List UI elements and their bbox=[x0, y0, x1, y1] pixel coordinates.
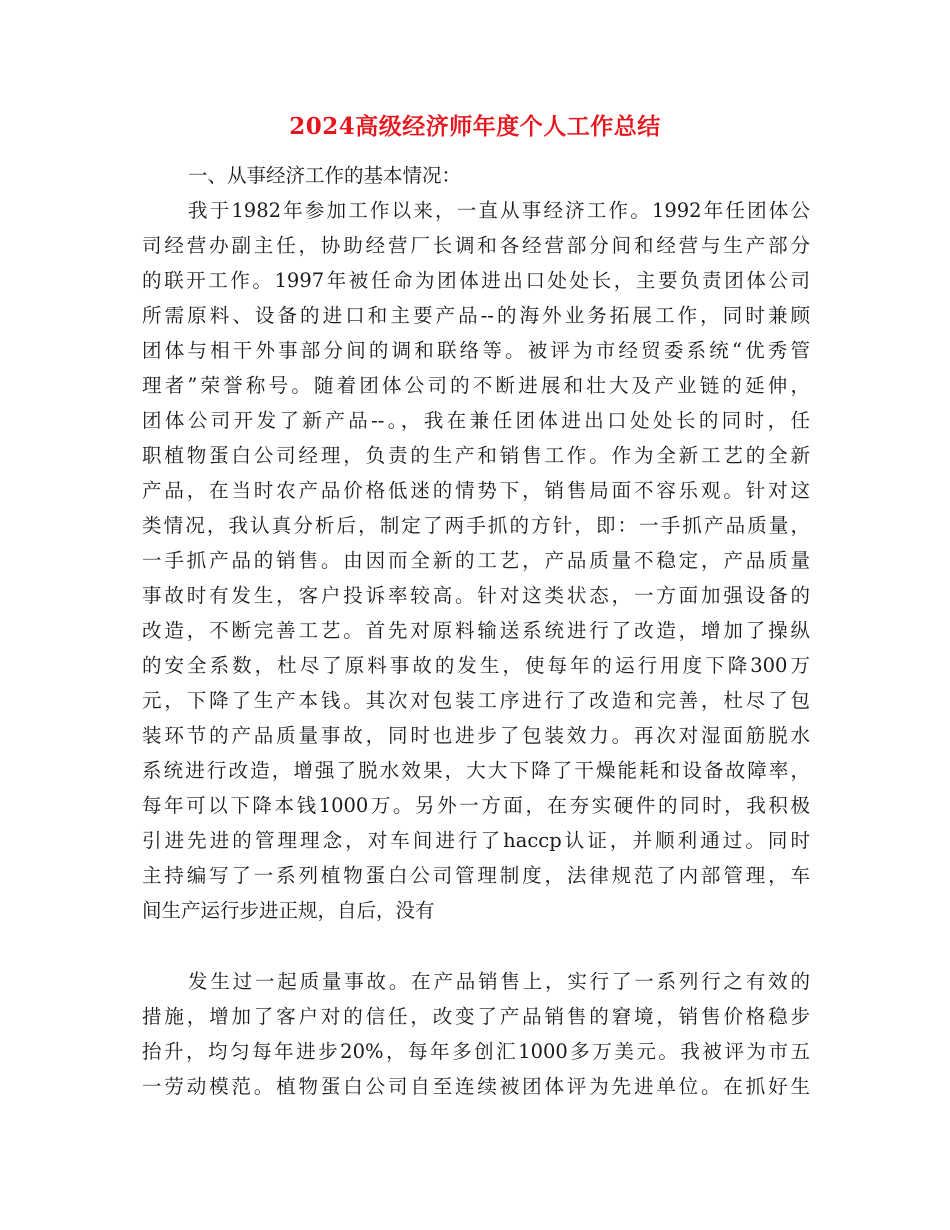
paragraph-line: 类情况，我认真分析后，制定了两手抓的方针，即：一手抓产品质量， bbox=[142, 514, 810, 537]
paragraph-line: 的联开工作。1997年被任命为团体进出口处处长，主要负责团体公司 bbox=[142, 269, 810, 292]
paragraph-line: 团体与相干外事部分间的调和联络等。被评为市经贸委系统“优秀管 bbox=[142, 339, 810, 362]
paragraph-line: 我于1982年参加工作以来，一直从事经济工作。1992年任团体公 bbox=[188, 199, 810, 222]
paragraph-line: 产品，在当时农产品价格低迷的情势下，销售局面不容乐观。针对这 bbox=[142, 479, 810, 502]
paragraph-line: 每年可以下降本钱1000万。另外一方面，在夯实硬件的同时，我积极 bbox=[142, 794, 810, 817]
paragraph-line: 抬升，均匀每年进步20%，每年多创汇1000多万美元。我被评为市五 bbox=[142, 1040, 810, 1063]
paragraph-line: 理者”荣誉称号。随着团体公司的不断进展和壮大及产业链的延伸， bbox=[142, 374, 810, 397]
paragraph-line: 元，下降了生产本钱。其次对包装工序进行了改造和完善，杜尽了包 bbox=[142, 689, 810, 712]
paragraph-line: 间生产运行步进正规，自后，没有 bbox=[142, 899, 435, 922]
paragraph-line: 主持编写了一系列植物蛋白公司管理制度，法律规范了内部管理，车 bbox=[142, 864, 810, 887]
paragraph-line: 改造，不断完善工艺。首先对原料输送系统进行了改造，增加了操纵 bbox=[142, 619, 810, 642]
paragraph-1 bbox=[142, 193, 810, 928]
section-heading-text: 一、从事经济工作的基本情况： bbox=[188, 164, 462, 187]
paragraph-2 bbox=[142, 964, 810, 1104]
paragraph-line: 团体公司开发了新产品--。，我在兼任团体进出口处处长的同时，任 bbox=[142, 409, 810, 432]
section-heading bbox=[142, 158, 810, 193]
paragraph-line: 装环节的产品质量事故，同时也进步了包装效力。再次对湿面筋脱水 bbox=[142, 724, 810, 747]
paragraph-line: 所需原料、设备的进口和主要产品--的海外业务拓展工作，同时兼顾 bbox=[142, 304, 810, 327]
paragraph-line: 引进先进的管理理念，对车间进行了haccp认证，并顺利通过。同时 bbox=[142, 829, 810, 852]
paragraph-line: 一手抓产品的销售。由因而全新的工艺，产品质量不稳定，产品质量 bbox=[142, 549, 810, 572]
paragraph-line: 事故时有发生，客户投诉率较高。针对这类状态，一方面加强设备的 bbox=[142, 584, 810, 607]
document-title: 2024高级经济师年度个人工作总结 bbox=[289, 113, 661, 140]
paragraph-line: 的安全系数，杜尽了原料事故的发生，使每年的运行用度下降300万 bbox=[142, 654, 810, 677]
paragraph-line: 司经营办副主任，协助经营厂长调和各经营部分间和经营与生产部分 bbox=[142, 234, 810, 257]
paragraph-line: 系统进行改造，增强了脱水效果，大大下降了干燥能耗和设备故障率， bbox=[142, 759, 810, 782]
paragraph-line: 措施，增加了客户对的信任，改变了产品销售的窘境，销售价格稳步 bbox=[142, 1005, 810, 1028]
paragraph-line: 一劳动模范。植物蛋白公司自至连续被团体评为先进单位。在抓好生 bbox=[142, 1075, 810, 1098]
paragraph-line: 职植物蛋白公司经理，负责的生产和销售工作。作为全新工艺的全新 bbox=[142, 444, 810, 467]
paragraph-line: 发生过一起质量事故。在产品销售上，实行了一系列行之有效的 bbox=[188, 970, 810, 993]
